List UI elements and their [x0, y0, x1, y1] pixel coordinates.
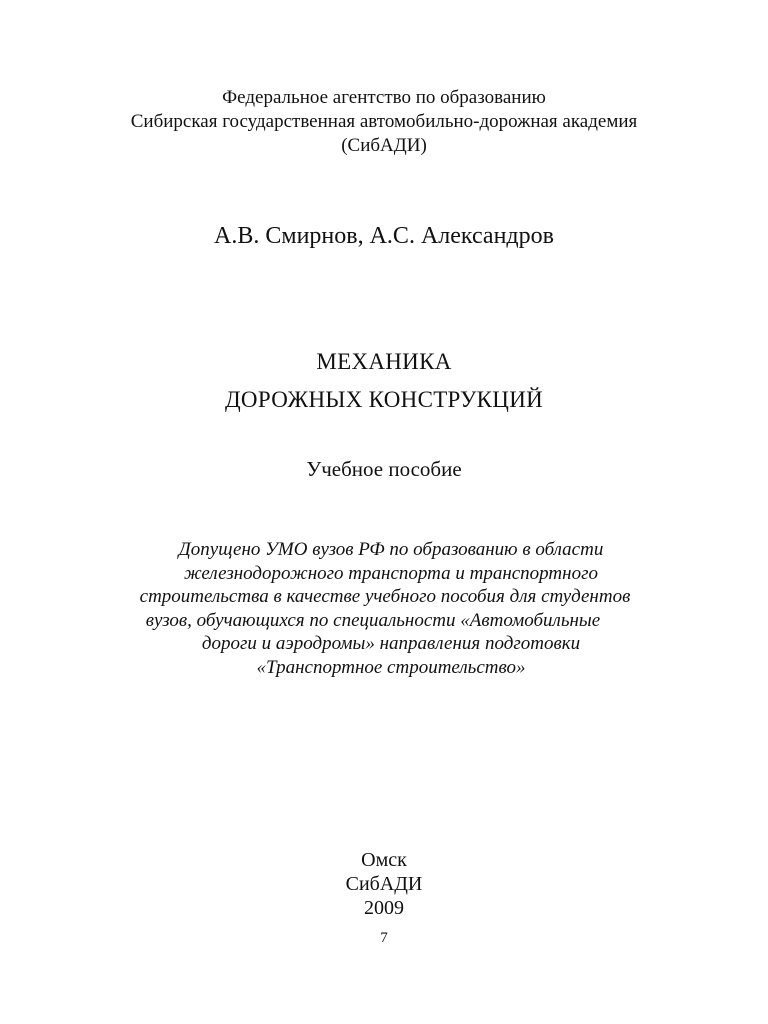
- approval-statement: [0, 538, 768, 679]
- approval-line: дороги и аэродромы» направления подготовки: [201, 633, 581, 654]
- imprint: [0, 848, 768, 920]
- approval-line: строительства в качестве учебного пособия для студентов: [139, 586, 631, 607]
- approval-line: железнодорожного транспорта и транспортного: [184, 562, 598, 584]
- title-line-1: МЕХАНИКА: [316, 349, 452, 374]
- academy-name: Сибирская государственная автомобильно-дорожная академия: [130, 111, 638, 132]
- subtitle-text: Учебное пособие: [306, 457, 462, 481]
- approval-line: «Транспортное строительство»: [256, 656, 526, 678]
- organization-header: [0, 86, 768, 158]
- imprint-city: Омск: [361, 849, 407, 871]
- page-number: [0, 929, 768, 947]
- book-subtitle: [0, 456, 768, 482]
- imprint-year: 2009: [364, 897, 404, 919]
- academy-abbreviation: (СибАДИ): [341, 135, 427, 156]
- agency-name: Федеральное агентство по образованию: [222, 87, 546, 108]
- imprint-publisher: СибАДИ: [345, 873, 423, 895]
- title-line-2: ДОРОЖНЫХ КОНСТРУКЦИЙ: [224, 387, 544, 412]
- authors: [0, 221, 768, 251]
- book-title: [0, 343, 768, 419]
- approval-line: Допущено УМО вузов РФ по образованию в области: [178, 539, 604, 560]
- page-number-text: 7: [380, 930, 388, 946]
- author-names: А.В. Смирнов, А.С. Александров: [214, 223, 554, 249]
- approval-line: вузов, обучающихся по специальности «Автомобильные: [145, 609, 601, 631]
